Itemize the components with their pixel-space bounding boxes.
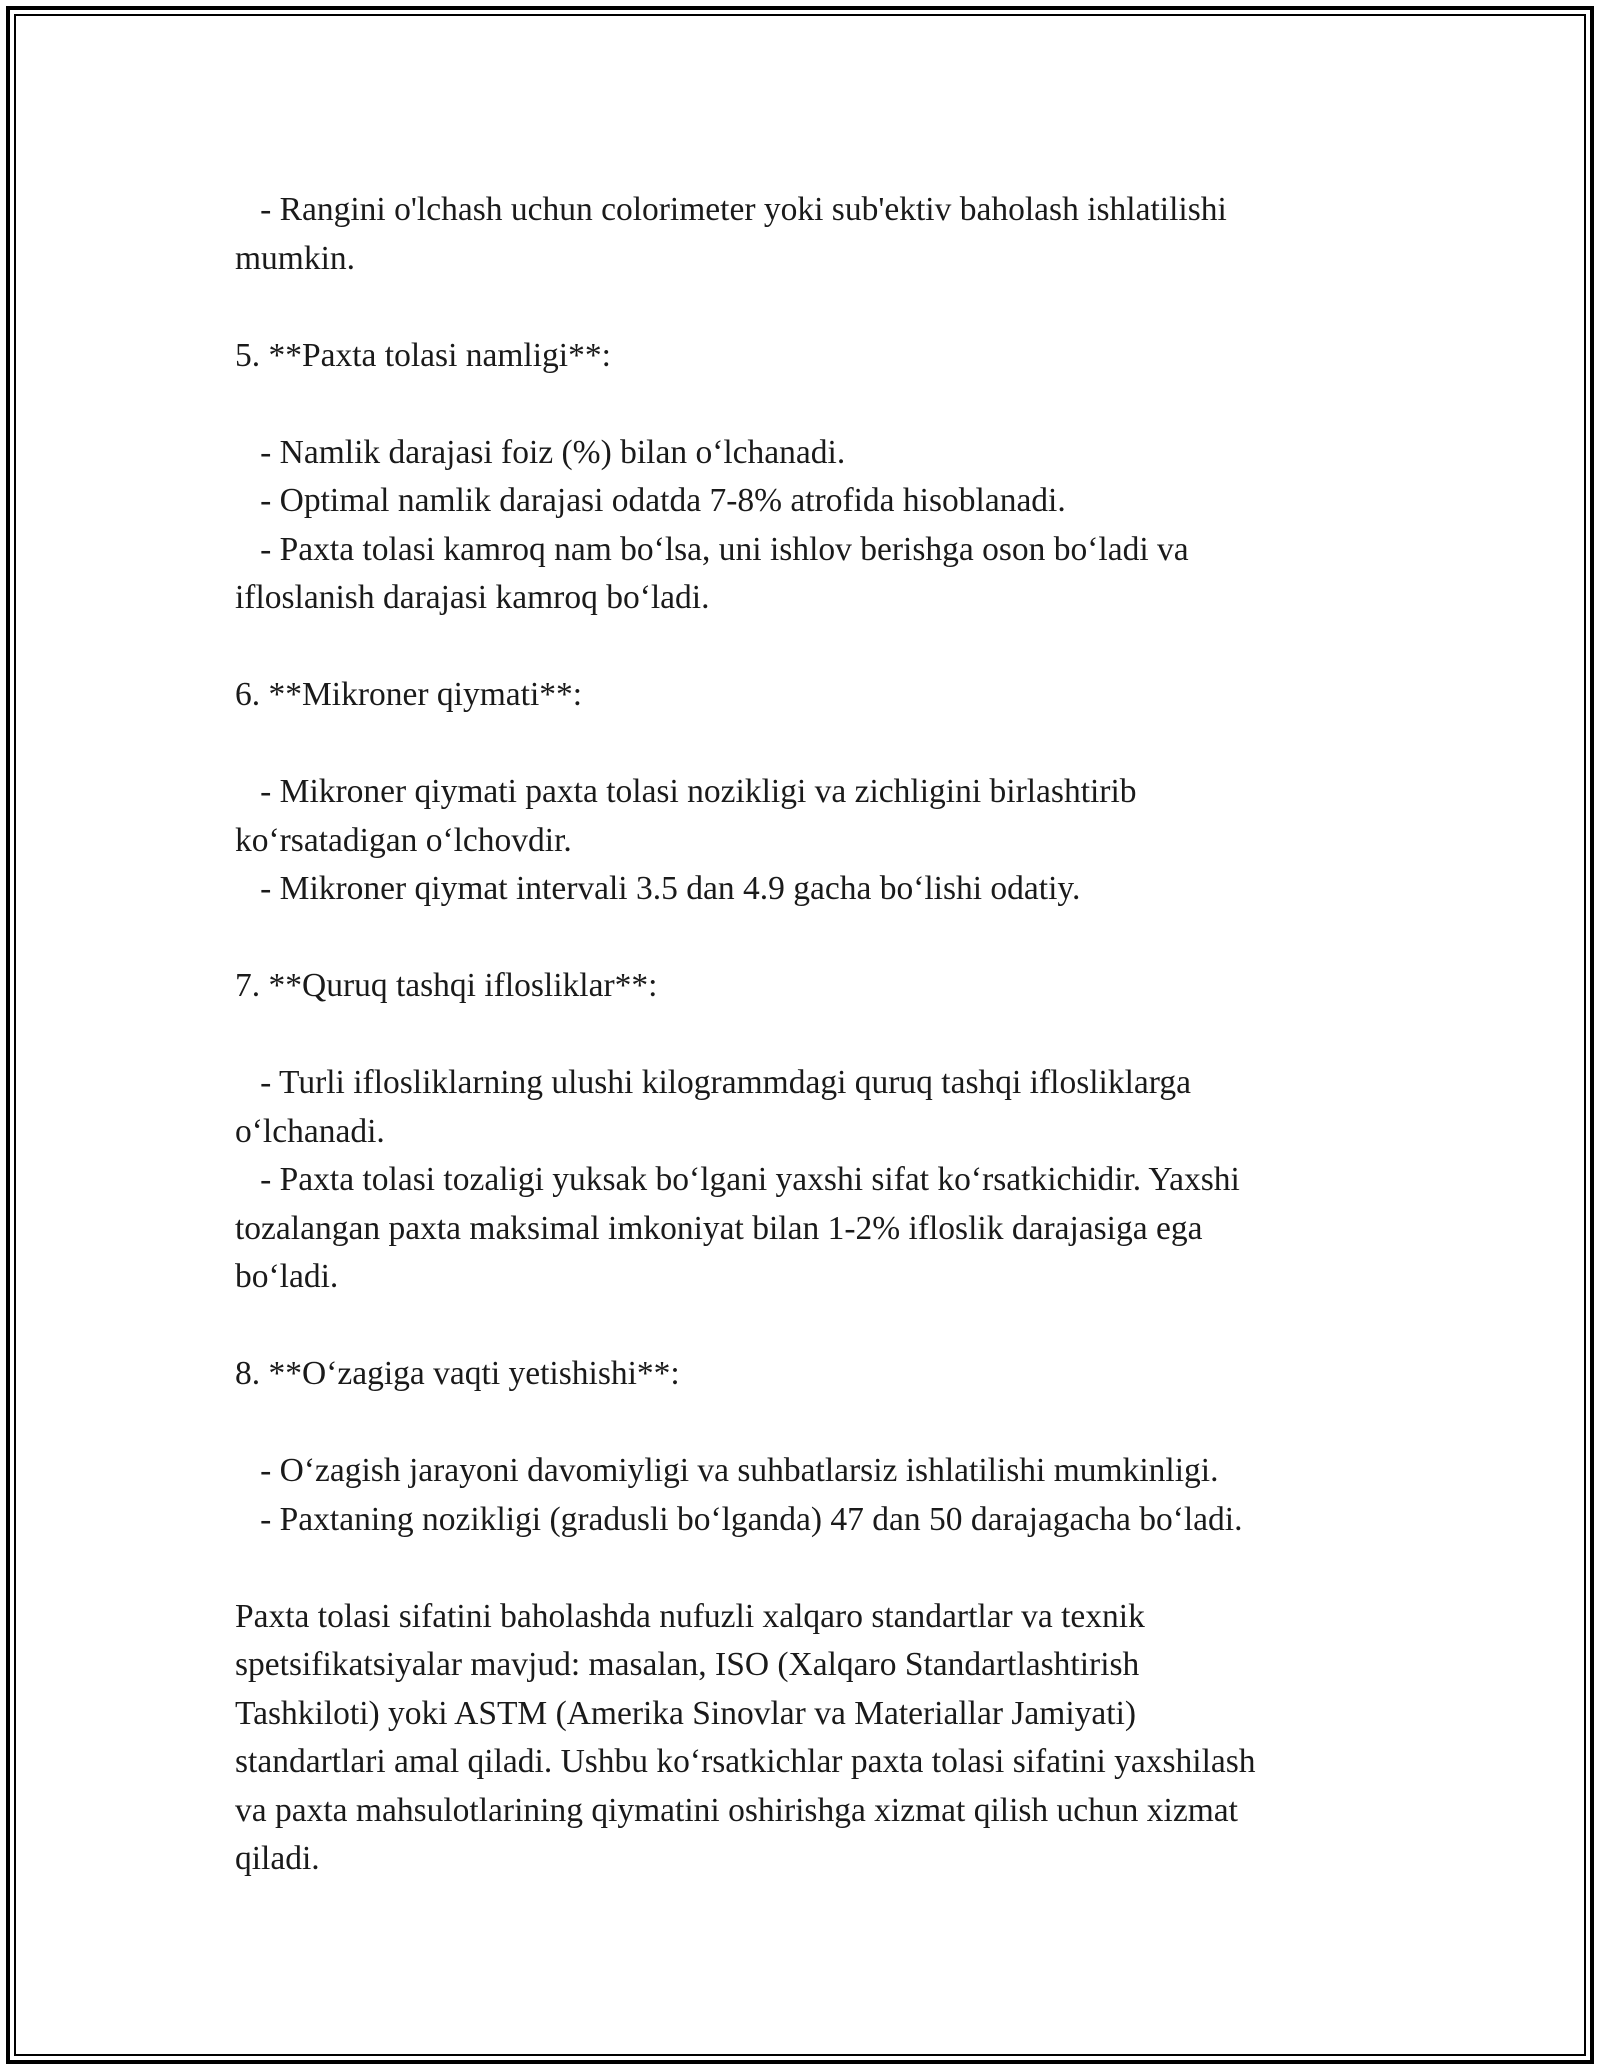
text-line: - O‘zagish jarayoni davomiyligi va suhbatlarsiz ishlatilishi mumkinligi. [235, 1452, 1219, 1489]
blank-line [235, 1011, 1375, 1060]
text-line: 5. **Paxta tolasi namligi**: [235, 336, 611, 374]
text-line: - Turli iflosliklarning ulushi kilogrammdagi quruq tashqi iflosliklarga [235, 1064, 1191, 1101]
blank-line [235, 1544, 1375, 1593]
paragraph [235, 186, 1375, 283]
blank-line [235, 720, 1375, 769]
paragraph [235, 768, 1375, 914]
text-line: - Optimal namlik darajasi odatda 7-8% atrofida hisoblanadi. [235, 482, 1066, 519]
text-line: - Mikroner qiymati paxta tolasi nozikligi va zichligini birlashtirib [235, 773, 1137, 810]
text-line: - Paxta tolasi kamroq nam bo‘lsa, uni ishlov berishga oson bo‘ladi va [235, 530, 1189, 568]
text-line: - Mikroner qiymat intervali 3.5 dan 4.9 gacha bo‘lishi odatiy. [235, 870, 1081, 907]
blank-line [235, 283, 1375, 332]
text-line: qiladi. [235, 1840, 320, 1877]
text-line: - Paxtaning nozikligi (gradusli bo‘lganda) 47 dan 50 darajagacha bo‘ladi. [235, 1500, 1243, 1538]
text-line: ifloslanish darajasi kamroq bo‘ladi. [235, 579, 710, 616]
text-line: spetsifikatsiyalar mavjud: masalan, ISO (Xalqaro Standartlashtirish [235, 1646, 1140, 1683]
paragraph [235, 671, 1375, 720]
paragraph [235, 1059, 1375, 1302]
text-line: o‘lchanadi. [235, 1112, 385, 1150]
text-line: va paxta mahsulotlarining qiymatini oshirishga xizmat qilish uchun xizmat [235, 1791, 1238, 1829]
paragraph [235, 429, 1375, 623]
paragraph [235, 1593, 1375, 1884]
text-line: standartlari amal qiladi. Ushbu ko‘rsatkichlar paxta tolasi sifatini yaxshilash [235, 1743, 1256, 1780]
document-body [235, 186, 1375, 1884]
blank-line [235, 1399, 1375, 1448]
text-line: bo‘ladi. [235, 1258, 339, 1295]
blank-line [235, 1302, 1375, 1351]
paragraph [235, 1350, 1375, 1399]
text-line: mumkin. [235, 239, 356, 277]
text-line: - Paxta tolasi tozaligi yuksak bo‘lgani yaxshi sifat ko‘rsatkichidir. Yaxshi [235, 1161, 1240, 1198]
blank-line [235, 380, 1375, 429]
paragraph [235, 962, 1375, 1011]
blank-line [235, 914, 1375, 963]
paragraph [235, 1447, 1375, 1544]
text-line: 8. **O‘zagiga vaqti yetishishi**: [235, 1355, 680, 1392]
blank-line [235, 623, 1375, 672]
text-line: Paxta tolasi sifatini baholashda nufuzli xalqaro standartlar va texnik [235, 1597, 1145, 1635]
text-line: 6. **Mikroner qiymati**: [235, 676, 583, 713]
paragraph [235, 332, 1375, 381]
text-line: - Namlik darajasi foiz (%) bilan o‘lchanadi. [235, 433, 846, 471]
text-line: - Rangini o'lchash uchun colorimeter yoki sub'ektiv baholash ishlatilishi [235, 191, 1227, 228]
text-line: ko‘rsatadigan o‘lchovdir. [235, 821, 572, 859]
text-line: Tashkiloti) yoki ASTM (Amerika Sinovlar va Materiallar Jamiyati) [235, 1694, 1137, 1732]
text-line: tozalangan paxta maksimal imkoniyat bilan 1-2% ifloslik darajasiga ega [235, 1209, 1203, 1247]
text-line: 7. **Quruq tashqi iflosliklar**: [235, 967, 658, 1004]
